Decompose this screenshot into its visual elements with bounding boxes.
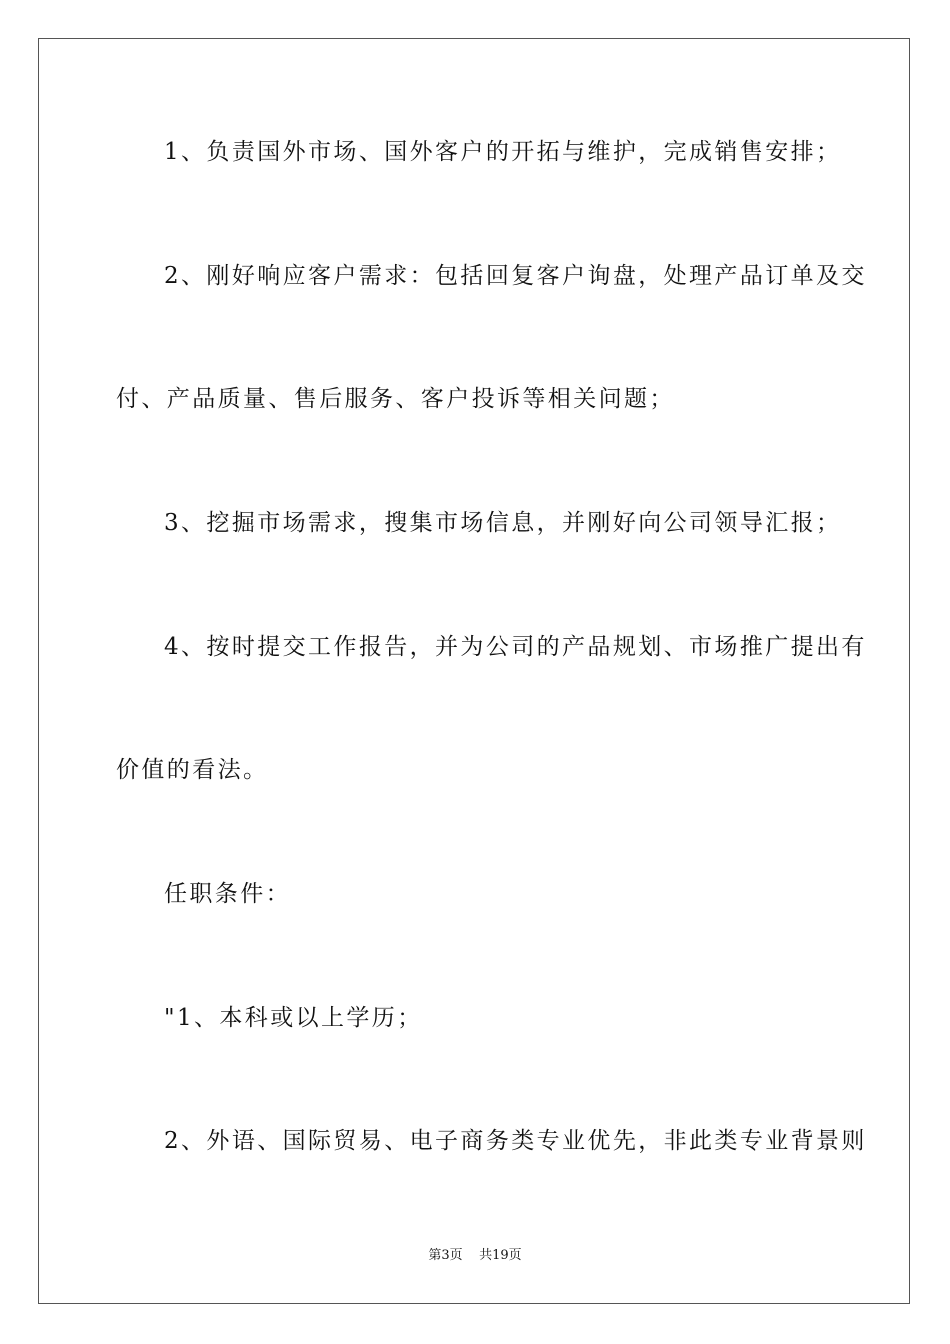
paragraph-line-4: 3、挖掘市场需求，搜集市场信息，并刚好向公司领导汇报；: [164, 510, 842, 536]
paragraph-line-2: 2、刚好响应客户需求：包括回复客户询盘，处理产品订单及交: [164, 263, 867, 289]
paragraph-line-8: "1、本科或以上学历；: [164, 1005, 423, 1031]
paragraph-line-5: 4、按时提交工作报告，并为公司的产品规划、市场推广提出有: [164, 634, 867, 660]
paragraph-line-9: 2、外语、国际贸易、电子商务类专业优先，非此类专业背景则: [164, 1128, 867, 1154]
paragraph-line-6: 价值的看法。: [116, 757, 269, 783]
page-border: [38, 38, 910, 1304]
section-heading: 任职条件：: [164, 881, 291, 907]
paragraph-line-3: 付、产品质量、售后服务、客户投诉等相关问题；: [116, 386, 675, 412]
paragraph-line-1: 1、负责国外市场、国外客户的开拓与维护，完成销售安排；: [164, 139, 842, 165]
page-number-footer: 第3页 共19页: [428, 1248, 522, 1263]
